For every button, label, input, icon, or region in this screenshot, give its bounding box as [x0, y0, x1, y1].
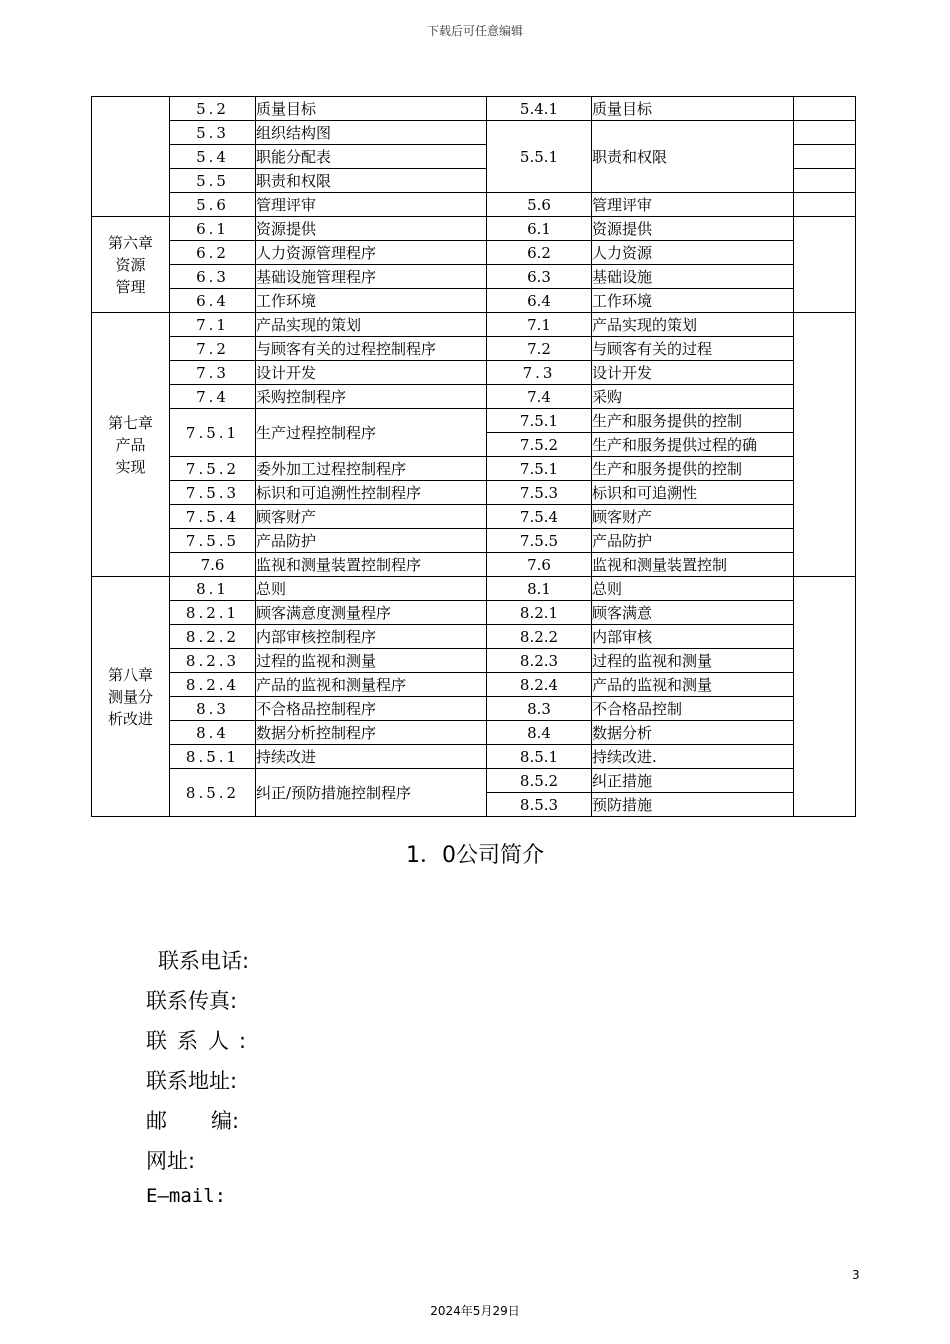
- clause-name: 采购: [592, 385, 794, 409]
- table-row: [92, 385, 856, 409]
- postcode-char: 编:: [211, 1109, 240, 1133]
- procedure-number: 5.4: [170, 145, 256, 169]
- contact-person-label: 联系人:: [146, 1029, 257, 1053]
- procedure-number: 6.2: [170, 241, 256, 265]
- table-row: [92, 265, 856, 289]
- procedure-number: 7.6: [170, 553, 256, 577]
- procedure-number: 6.4: [170, 289, 256, 313]
- procedure-name: 基础设施管理程序: [256, 265, 487, 289]
- procedure-name: 数据分析控制程序: [256, 721, 487, 745]
- clause-number: 8.2.1: [487, 601, 592, 625]
- clause-name: 预防措施: [592, 793, 794, 817]
- chapter-label: 资源: [115, 255, 146, 274]
- table-row: [92, 361, 856, 385]
- procedure-number: 8.2.1: [170, 601, 256, 625]
- procedure-name: 总则: [256, 577, 487, 601]
- empty-cell: [794, 313, 856, 577]
- procedure-number: 7.4: [170, 385, 256, 409]
- clause-number: 8.5.2: [487, 769, 592, 793]
- clause-name: 资源提供: [592, 217, 794, 241]
- procedure-name: 顾客满意度测量程序: [256, 601, 487, 625]
- procedure-name: 委外加工过程控制程序: [256, 457, 487, 481]
- clause-name: 产品实现的策划: [592, 313, 794, 337]
- empty-cell: [794, 217, 856, 313]
- chapter-label: 第八章: [107, 665, 153, 684]
- procedure-number: 7.5.5: [170, 529, 256, 553]
- clause-name: 监视和测量装置控制: [592, 553, 794, 577]
- table-row: [92, 769, 856, 793]
- table-row: [92, 313, 856, 337]
- table-row: [92, 673, 856, 697]
- procedure-number: 8.1: [170, 577, 256, 601]
- clause-number: 6.4: [487, 289, 592, 313]
- contact-postcode-label: [146, 1105, 239, 1135]
- empty-cell: [794, 577, 856, 817]
- procedure-number: 7.3: [170, 361, 256, 385]
- table-row: [92, 457, 856, 481]
- table-row: [92, 601, 856, 625]
- footer-date: 2024年5月29日: [430, 1304, 520, 1318]
- procedure-number: 8.4: [170, 721, 256, 745]
- clause-name: 产品的监视和测量: [592, 673, 794, 697]
- clause-number: 7.5.5: [487, 529, 592, 553]
- procedure-number: 7.1: [170, 313, 256, 337]
- contact-website-label: 网址:: [146, 1149, 196, 1173]
- procedure-name: 纠正/预防措施控制程序: [256, 769, 487, 817]
- table-row: [92, 97, 856, 121]
- clause-name: 人力资源: [592, 241, 794, 265]
- table-row: [92, 505, 856, 529]
- table-row: [92, 241, 856, 265]
- procedure-number: 6.1: [170, 217, 256, 241]
- procedure-name: 产品防护: [256, 529, 487, 553]
- postcode-char: 邮: [146, 1109, 167, 1133]
- page-number: 3: [852, 1268, 860, 1282]
- clause-number: 7.5.2: [487, 433, 592, 457]
- clause-number: 8.5.1: [487, 745, 592, 769]
- clause-name: 不合格品控制: [592, 697, 794, 721]
- table-row: [92, 289, 856, 313]
- clause-number: 8.2.3: [487, 649, 592, 673]
- chapter-label: 测量分: [107, 687, 153, 706]
- table-row: [92, 529, 856, 553]
- contact-address-label: 联系地址:: [146, 1069, 238, 1093]
- procedure-number: 7.5.2: [170, 457, 256, 481]
- procedure-name: 监视和测量装置控制程序: [256, 553, 487, 577]
- table-row: [92, 721, 856, 745]
- table-row: [92, 409, 856, 433]
- clause-name: 数据分析: [592, 721, 794, 745]
- table-row: [92, 217, 856, 241]
- empty-cell: [794, 169, 856, 193]
- procedure-number: 7.2: [170, 337, 256, 361]
- clause-name: 过程的监视和测量: [592, 649, 794, 673]
- chapter-label: 析改进: [107, 709, 153, 728]
- procedure-number: 6.3: [170, 265, 256, 289]
- clause-number: 7.3: [487, 361, 592, 385]
- table-row: [92, 625, 856, 649]
- procedure-number: 8.2.4: [170, 673, 256, 697]
- procedure-name: 设计开发: [256, 361, 487, 385]
- procedure-name: 职能分配表: [256, 145, 487, 169]
- procedure-number: 8.2.2: [170, 625, 256, 649]
- procedure-name: 生产过程控制程序: [256, 409, 487, 457]
- procedure-number: 7.5.3: [170, 481, 256, 505]
- clause-number: 5.5.1: [487, 121, 592, 193]
- clause-number: 7.5.3: [487, 481, 592, 505]
- procedure-name: 人力资源管理程序: [256, 241, 487, 265]
- clause-name: 基础设施: [592, 265, 794, 289]
- table-row: [92, 121, 856, 145]
- clause-number: 7.5.1: [487, 409, 592, 433]
- table-row: [92, 577, 856, 601]
- clause-number: 6.2: [487, 241, 592, 265]
- clause-number: 5.4.1: [487, 97, 592, 121]
- clause-name: 与顾客有关的过程: [592, 337, 794, 361]
- clause-name: 工作环境: [592, 289, 794, 313]
- procedure-name: 持续改进: [256, 745, 487, 769]
- procedure-name: 顾客财产: [256, 505, 487, 529]
- contact-phone-label: 联系电话:: [158, 949, 250, 973]
- procedure-number: 5.3: [170, 121, 256, 145]
- clause-number: 6.1: [487, 217, 592, 241]
- procedure-name: 与顾客有关的过程控制程序: [256, 337, 487, 361]
- chapter-label: 实现: [115, 457, 146, 476]
- empty-cell: [794, 193, 856, 217]
- table-row: [92, 697, 856, 721]
- clause-name: 顾客满意: [592, 601, 794, 625]
- procedure-number: 5.2: [170, 97, 256, 121]
- clause-name: 持续改进.: [592, 745, 794, 769]
- procedure-name: 采购控制程序: [256, 385, 487, 409]
- procedure-number: 7.5.4: [170, 505, 256, 529]
- clause-number: 8.3: [487, 697, 592, 721]
- procedure-number: 8.5.2: [170, 769, 256, 817]
- procedure-name: 工作环境: [256, 289, 487, 313]
- empty-cell: [794, 121, 856, 145]
- procedure-number: 5.6: [170, 193, 256, 217]
- chapter-label: 第六章: [107, 233, 153, 252]
- chapter-label: 管理: [115, 277, 146, 296]
- procedure-number: 8.2.3: [170, 649, 256, 673]
- procedure-name: 不合格品控制程序: [256, 697, 487, 721]
- clause-name: 设计开发: [592, 361, 794, 385]
- procedure-name: 资源提供: [256, 217, 487, 241]
- contact-email-label: E—mail:: [146, 1185, 227, 1207]
- clause-name: 生产和服务提供的控制: [592, 457, 794, 481]
- procedure-number: 8.3: [170, 697, 256, 721]
- clause-number: 8.5.3: [487, 793, 592, 817]
- clause-number: 7.4: [487, 385, 592, 409]
- table-row: [92, 481, 856, 505]
- table-row: [92, 649, 856, 673]
- procedure-number: 5.5: [170, 169, 256, 193]
- clause-name: 管理评审: [592, 193, 794, 217]
- procedure-name: 产品实现的策划: [256, 313, 487, 337]
- clause-name: 内部审核: [592, 625, 794, 649]
- chapter-cell: [92, 313, 170, 577]
- section-title: 1．0公司简介: [406, 843, 544, 868]
- procedure-name: 内部审核控制程序: [256, 625, 487, 649]
- clause-number: 8.2.2: [487, 625, 592, 649]
- table-row: [92, 193, 856, 217]
- clause-number: 7.5.1: [487, 457, 592, 481]
- procedure-number: 7.5.1: [170, 409, 256, 457]
- chapter-label: 第七章: [107, 413, 153, 432]
- chapter-cell: [92, 217, 170, 313]
- clause-number: 7.1: [487, 313, 592, 337]
- clause-number: 7.5.4: [487, 505, 592, 529]
- procedure-name: 管理评审: [256, 193, 487, 217]
- table-row: [92, 553, 856, 577]
- chapter-cell: [92, 97, 170, 217]
- procedure-name: 组织结构图: [256, 121, 487, 145]
- procedure-table: [91, 96, 856, 817]
- clause-name: 总则: [592, 577, 794, 601]
- empty-cell: [794, 97, 856, 121]
- procedure-name: 标识和可追溯性控制程序: [256, 481, 487, 505]
- procedure-name: 职责和权限: [256, 169, 487, 193]
- clause-name: 产品防护: [592, 529, 794, 553]
- table-row: [92, 745, 856, 769]
- clause-name: 生产和服务提供过程的确: [592, 433, 794, 457]
- clause-number: 6.3: [487, 265, 592, 289]
- clause-number: 5.6: [487, 193, 592, 217]
- clause-number: 7.2: [487, 337, 592, 361]
- clause-name: 质量目标: [592, 97, 794, 121]
- procedure-name: 产品的监视和测量程序: [256, 673, 487, 697]
- clause-number: 8.1: [487, 577, 592, 601]
- clause-number: 8.2.4: [487, 673, 592, 697]
- chapter-label: 产品: [115, 435, 146, 454]
- procedure-name: 过程的监视和测量: [256, 649, 487, 673]
- clause-name: 纠正措施: [592, 769, 794, 793]
- procedure-name: 质量目标: [256, 97, 487, 121]
- chapter-cell: [92, 577, 170, 817]
- clause-name: 顾客财产: [592, 505, 794, 529]
- table-row: [92, 337, 856, 361]
- clause-number: 8.4: [487, 721, 592, 745]
- procedure-number: 8.5.1: [170, 745, 256, 769]
- empty-cell: [794, 145, 856, 169]
- clause-name: 职责和权限: [592, 121, 794, 193]
- contact-fax-label: 联系传真:: [146, 989, 238, 1013]
- clause-name: 标识和可追溯性: [592, 481, 794, 505]
- clause-number: 7.6: [487, 553, 592, 577]
- clause-name: 生产和服务提供的控制: [592, 409, 794, 433]
- header-note: 下载后可任意编辑: [426, 24, 523, 38]
